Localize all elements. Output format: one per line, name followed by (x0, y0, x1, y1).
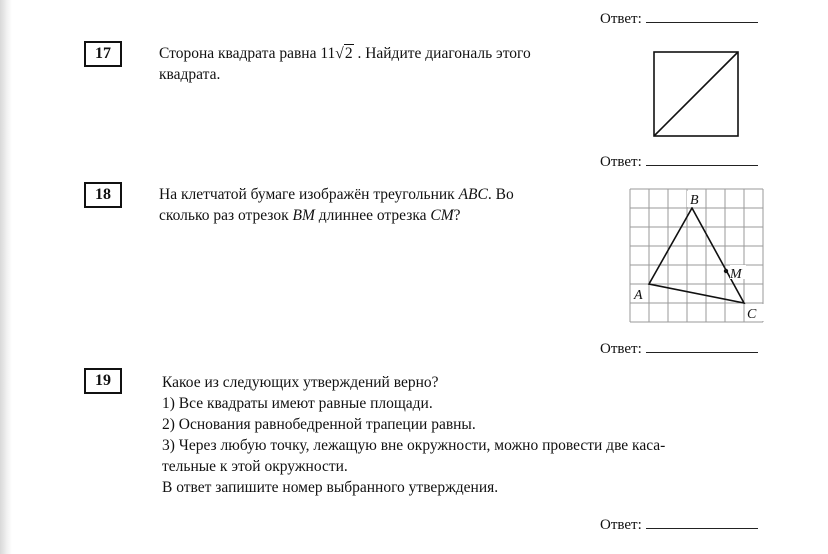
page-edge-shadow (0, 0, 12, 554)
task-19-option-1: 1) Все квадраты имеют равные площади. (162, 395, 433, 412)
task-18-text (159, 184, 599, 226)
task-19-option-2: 2) Основания равнобедренной трапеции равны. (162, 416, 476, 433)
square-diagonal-figure (650, 48, 742, 138)
answer-label: Ответ: (600, 11, 642, 27)
task-19-instruction: В ответ запишите номер выбранного утверждения. (162, 479, 499, 496)
answer-blank[interactable] (646, 339, 758, 353)
var-abc: ABC (458, 186, 488, 203)
task-19-option-3-cont: тельные к этой окружности. (162, 458, 348, 475)
task-18-line2-a: сколько раз отрезок (159, 207, 293, 224)
task-18-line1-a: На клетчатой бумаге изображён треугольник (159, 186, 459, 203)
task-18-line2-c: ? (453, 207, 461, 224)
task-19-option-3: 3) Через любую точку, лежащую вне окружности, можно провести две каса- (162, 437, 666, 454)
answer-blank[interactable] (646, 9, 758, 23)
square-diagonal (654, 52, 738, 136)
task-number-19: 19 (84, 368, 122, 394)
task-18-line2-b: длиннее отрезка (314, 207, 431, 224)
answer-line-18 (600, 339, 758, 358)
answer-label: Ответ: (600, 517, 642, 533)
answer-blank[interactable] (646, 515, 758, 529)
label-b: B (690, 193, 699, 208)
task-17-text-after: . Найдите диагональ этого (353, 45, 531, 62)
point-m (724, 269, 728, 273)
task-19-line: Какое из следующих утверждений верно? (162, 374, 439, 391)
label-a: A (634, 288, 643, 303)
task-19-text (162, 372, 752, 498)
task-17-text-line2: квадрата. (159, 66, 221, 83)
task-number-18: 18 (84, 182, 122, 208)
answer-blank[interactable] (646, 152, 758, 166)
answer-line-16 (600, 9, 758, 28)
var-bm: BM (292, 207, 315, 224)
sqrt-radicand: 2 (344, 45, 353, 62)
label-m: M (730, 267, 742, 282)
answer-label: Ответ: (600, 154, 642, 170)
answer-line-19 (600, 515, 758, 534)
var-cm: CM (430, 207, 454, 224)
task-17-text-before: Сторона квадрата равна 11 (159, 45, 336, 62)
triangle-grid-figure (630, 189, 764, 325)
task-17-text (159, 43, 599, 85)
triangle-abc (649, 208, 744, 303)
task-18-line1-b: . Во (487, 186, 514, 203)
label-c: C (747, 307, 757, 322)
sqrt-expression: √2 (335, 45, 353, 62)
answer-label: Ответ: (600, 341, 642, 357)
answer-line-17 (600, 152, 758, 171)
task-number-17: 17 (84, 41, 122, 67)
